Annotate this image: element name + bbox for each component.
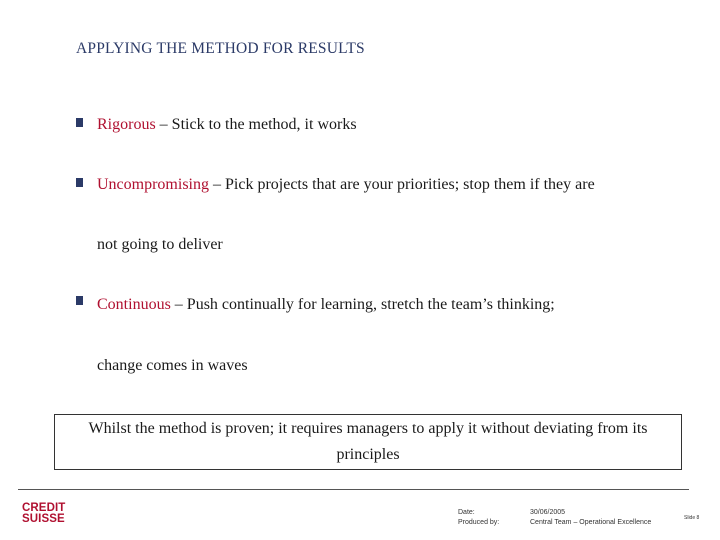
bullet-text: Push continually for learning, stretch the team’s thinking; (186, 296, 555, 313)
bullet-text: Pick projects that are your priorities; stop them if they are (225, 176, 595, 193)
footer-produced-label: Produced by: (458, 519, 500, 526)
bullet-term: Rigorous (97, 116, 156, 133)
bullet-dash: – (209, 176, 225, 193)
footer-produced-value: Central Team – Operational Excellence (530, 519, 652, 526)
footer-date-value: 30/06/2005 (530, 509, 566, 516)
footer-divider (18, 489, 689, 490)
bullet-uncompromising (97, 176, 595, 194)
bullet-text: Stick to the method, it works (171, 116, 357, 133)
bullet-term: Continuous (97, 296, 171, 313)
page-title: APPLYING THE METHOD FOR RESULTS (76, 40, 365, 57)
bullet-marker (76, 178, 83, 187)
bullet-rigorous (97, 116, 357, 134)
bullet-term: Uncompromising (97, 176, 209, 193)
credit-suisse-logo (22, 503, 65, 525)
logo-line-credit: CREDIT (22, 502, 66, 514)
bullet-continuation: change comes in waves (97, 357, 248, 374)
bullet-marker (76, 296, 83, 305)
footer-date-label: Date: (458, 509, 475, 516)
bullet-dash: – (155, 116, 172, 133)
callout-box: Whilst the method is proven; it requires managers to apply it without deviating from its principles (54, 414, 682, 470)
logo-line-suisse: SUISSE (22, 513, 65, 525)
slide-number: Slide 8 (684, 515, 700, 521)
bullet-continuous (97, 296, 555, 314)
bullet-continuation: not going to deliver (97, 236, 223, 253)
bullet-dash: – (170, 296, 187, 313)
bullet-marker (76, 118, 83, 127)
